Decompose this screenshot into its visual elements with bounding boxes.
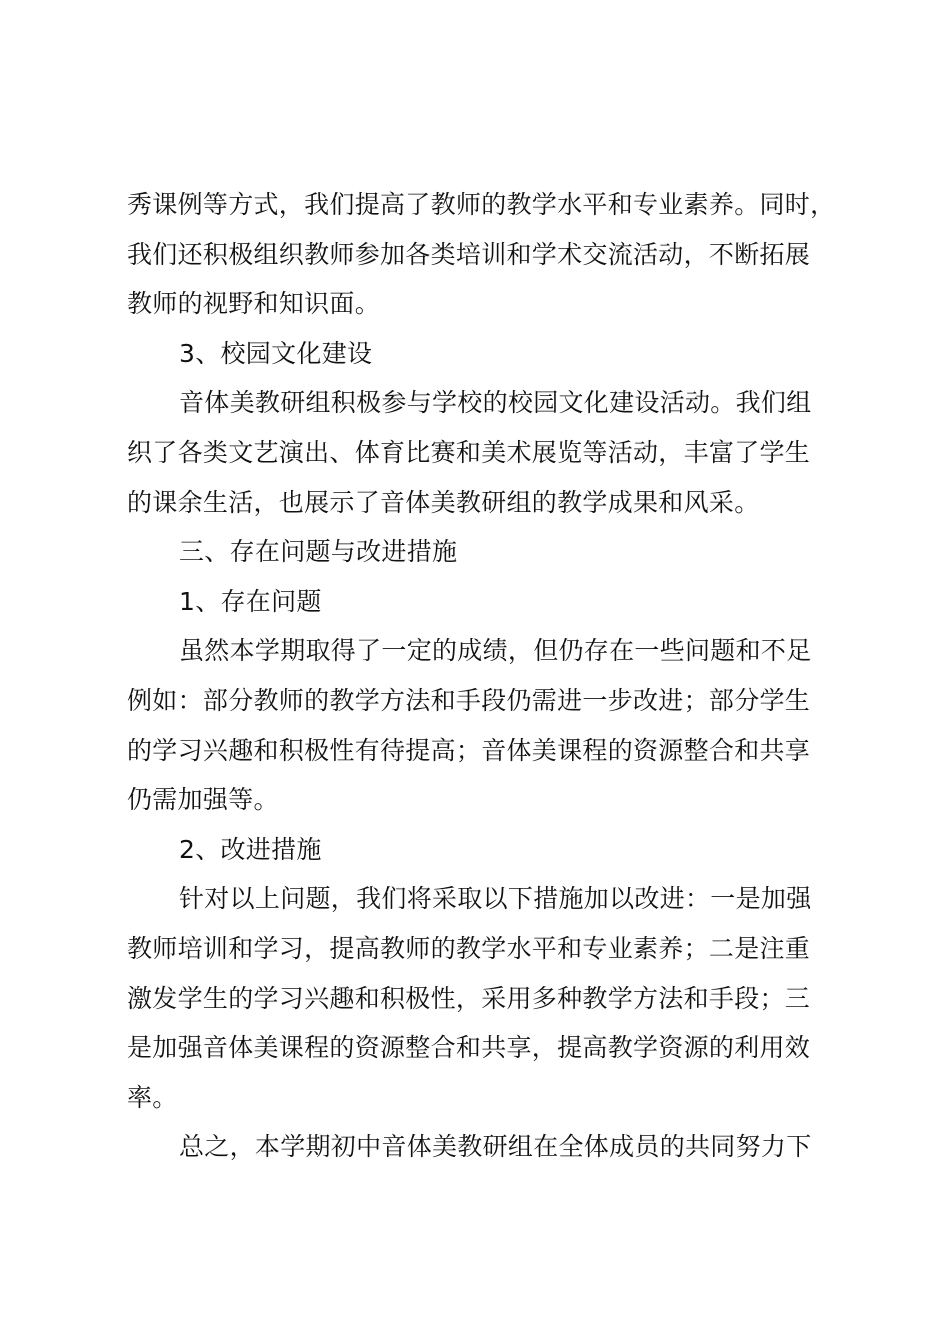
text-line: 虽然本学期取得了一定的成绩，但仍存在一些问题和不足 (179, 636, 812, 666)
section-heading: 三、存在问题与改进措施 (179, 537, 458, 567)
text-line: 教师培训和学习，提高教师的教学水平和专业素养；二是注重 (127, 933, 811, 963)
text-line: 织了各类文艺演出、体育比赛和美术展览等活动，丰富了学生 (127, 437, 811, 467)
section-heading: 3、校园文化建设 (179, 338, 373, 368)
text-line: 的学习兴趣和积极性有待提高；音体美课程的资源整合和共享 (127, 735, 811, 765)
text-line: 的课余生活，也展示了音体美教研组的教学成果和风采。 (127, 487, 760, 517)
document-body (127, 180, 837, 1172)
text-line: 秀课例等方式，我们提高了教师的教学水平和专业素养。同时， (127, 190, 836, 219)
text-line: 仍需加强等。 (127, 785, 279, 815)
text-line: 我们还积极组织教师参加各类培训和学术交流活动，不断拓展 (127, 239, 811, 269)
text-line: 总之，本学期初中音体美教研组在全体成员的共同努力下 (179, 1132, 812, 1162)
text-line: 是加强音体美课程的资源整合和共享，提高教学资源的利用效 (127, 1033, 811, 1063)
text-line: 率。 (127, 1082, 178, 1112)
text-line: 教师的视野和知识面。 (127, 289, 381, 319)
section-heading: 2、改进措施 (179, 834, 322, 864)
text-line: 激发学生的学习兴趣和积极性，采用多种教学方法和手段；三 (127, 983, 811, 1013)
text-line: 音体美教研组积极参与学校的校园文化建设活动。我们组 (179, 388, 812, 418)
text-line: 例如：部分教师的教学方法和手段仍需进一步改进；部分学生 (127, 685, 811, 715)
text-line: 针对以上问题，我们将采取以下措施加以改进：一是加强 (179, 884, 812, 914)
section-heading: 1、存在问题 (179, 586, 322, 616)
